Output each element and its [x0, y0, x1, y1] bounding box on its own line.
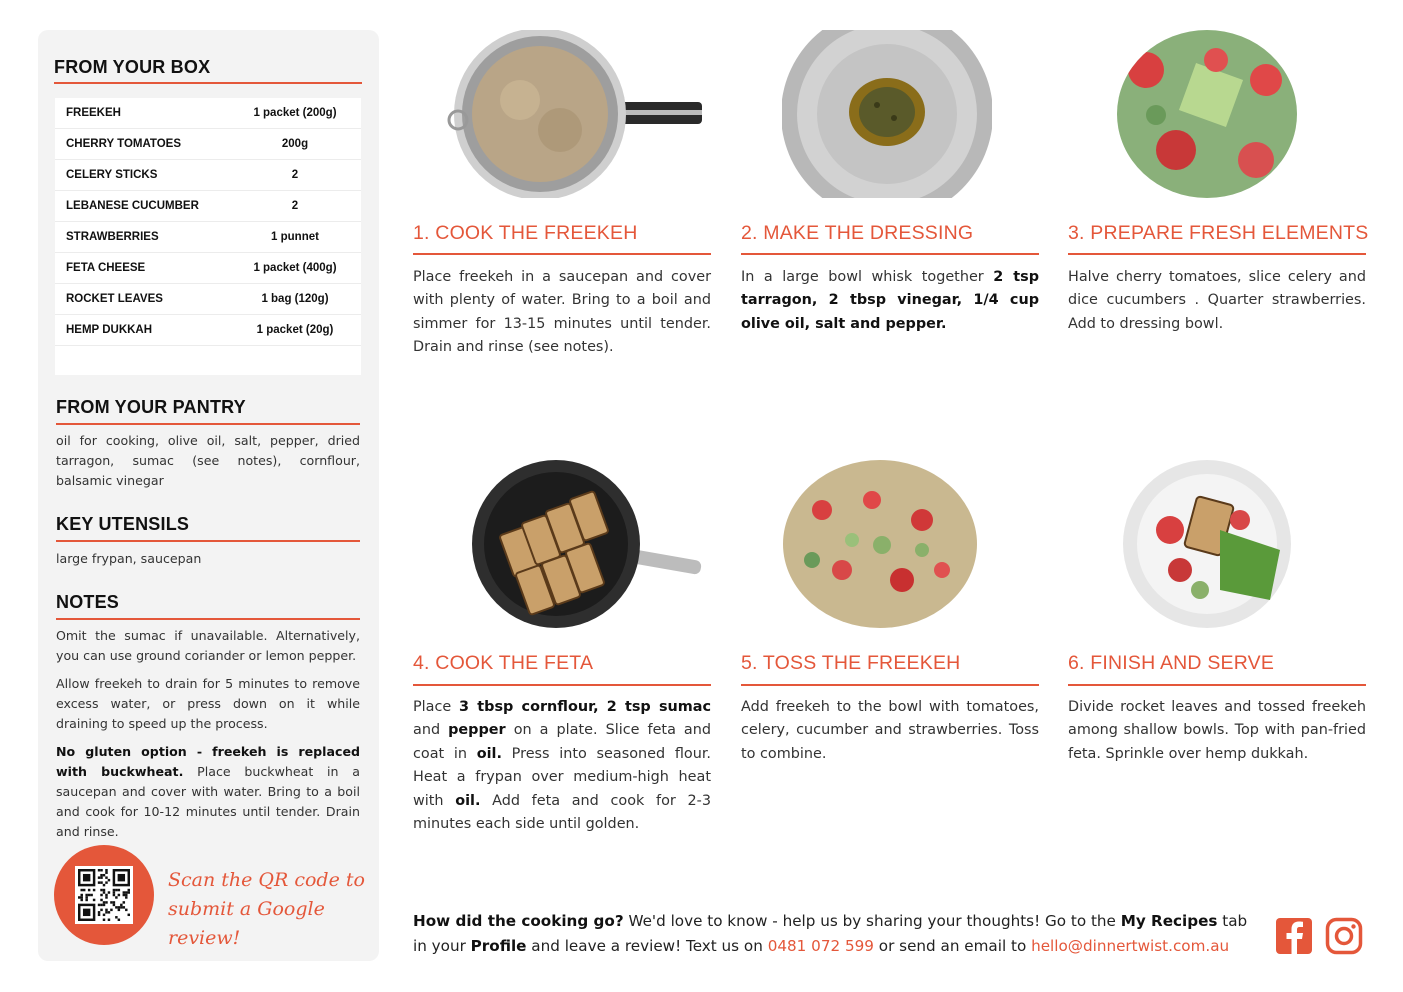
- step-1-instructions: [413, 266, 711, 360]
- ingredient-name: LEBANESE CUCUMBER: [66, 200, 199, 212]
- instruction-text: In a large bowl whisk together: [741, 269, 994, 285]
- divider: [54, 82, 362, 84]
- step-2-instructions: [741, 266, 1039, 336]
- step-divider: [1068, 684, 1366, 686]
- instruction-emphasis: oil.: [455, 792, 481, 809]
- ingredient-quantity: 200g: [281, 138, 309, 150]
- instruction-emphasis: oil.: [476, 745, 502, 762]
- instruction-text: Halve cherry tomatoes, slice celery and dice cucumbers . Quarter strawberries. Add to dressing bowl.: [1068, 269, 1366, 332]
- step-3-instructions: [1068, 266, 1366, 336]
- step-divider: [1068, 253, 1366, 255]
- qr-code-icon[interactable]: [75, 866, 133, 924]
- step-divider: [741, 253, 1039, 255]
- review-text: and leave a review! Text us on: [526, 937, 768, 955]
- ingredient-row: [55, 98, 361, 129]
- qr-call-to-action: [168, 866, 368, 953]
- ingredient-name: FETA CHEESE: [66, 262, 146, 274]
- ingredients-sidebar: [38, 30, 379, 961]
- ingredient-name: CELERY STICKS: [66, 169, 158, 181]
- step-5-photo: [782, 460, 978, 628]
- ingredient-row: [55, 315, 361, 346]
- step-divider: [413, 253, 711, 255]
- ingredient-name: CHERRY TOMATOES: [66, 138, 182, 150]
- step-6-title: 6. FINISH AND SERVE: [1068, 652, 1275, 674]
- from-your-box-title: FROM YOUR BOX: [54, 57, 211, 77]
- ingredient-quantity: 2: [291, 200, 299, 212]
- instagram-icon[interactable]: [1325, 917, 1363, 955]
- instruction-text: Place: [413, 699, 460, 715]
- qr-line-1: Scan the QR code to: [168, 869, 365, 891]
- ingredient-row: [55, 253, 361, 284]
- note-gluten-rest: Place buckwheat in a saucepan and cover with water. Bring to a boil and cook for 10-12 minutes until tender. Drain and rinse.: [56, 764, 360, 839]
- key-utensils-title: KEY UTENSILS: [56, 514, 190, 534]
- ingredient-name: HEMP DUKKAH: [66, 324, 153, 336]
- my-recipes-label: My Recipes: [1120, 912, 1218, 930]
- instruction-emphasis: 3 tbsp cornflour, 2 tsp sumac: [459, 699, 711, 715]
- step-4-photo: [466, 460, 702, 628]
- step-4-title: 4. COOK THE FETA: [413, 652, 594, 674]
- ingredient-name: STRAWBERRIES: [66, 231, 159, 243]
- review-text: or send an email to: [873, 937, 1032, 955]
- step-4-instructions: [413, 696, 711, 836]
- instruction-text: on a plate. Slice feta and coat in: [413, 722, 711, 762]
- review-question: How did the cooking go?: [413, 912, 624, 930]
- ingredient-quantity: 1 packet (400g): [253, 262, 337, 274]
- step-divider: [413, 684, 711, 686]
- instruction-text: Press into seasoned flour. Heat a frypan over medium-high heat with: [413, 745, 711, 809]
- email-link[interactable]: hello@dinnertwist.com.au: [1031, 937, 1230, 955]
- instruction-emphasis: 2 tsp tarragon, 2 tbsp vinegar, 1/4 cup olive oil, salt and pepper.: [741, 269, 1039, 332]
- ingredient-row: [55, 222, 361, 253]
- instruction-emphasis: pepper: [448, 722, 506, 739]
- step-divider: [741, 684, 1039, 686]
- ingredient-quantity: 1 packet (20g): [256, 324, 334, 336]
- ingredient-quantity: 1 packet (200g): [253, 107, 337, 119]
- utensils-text: large frypan, saucepan: [56, 551, 202, 566]
- notes-title: NOTES: [56, 592, 120, 612]
- ingredient-row: [55, 191, 361, 222]
- profile-label: Profile: [470, 937, 527, 955]
- review-prompt: [413, 909, 1253, 959]
- ingredient-row: [55, 284, 361, 315]
- note-gluten-bold: No gluten option - freekeh is replaced with buckwheat.: [56, 744, 360, 779]
- instruction-text: and: [413, 722, 449, 739]
- step-3-photo: [1116, 30, 1298, 198]
- step-6-photo: [1120, 460, 1294, 628]
- step-5-instructions: [741, 696, 1039, 766]
- step-6-instructions: [1068, 696, 1366, 766]
- ingredient-name: FREEKEH: [66, 107, 121, 119]
- phone-link[interactable]: 0481 072 599: [767, 937, 874, 955]
- ingredient-row: [55, 160, 361, 191]
- ingredients-table: [55, 98, 361, 375]
- note-draining: Allow freekeh to drain for 5 minutes to remove excess water, or press down on it while draining to speed up the process.: [56, 676, 360, 731]
- divider: [56, 423, 360, 425]
- qr-badge[interactable]: [54, 845, 154, 945]
- divider: [56, 618, 360, 620]
- ingredient-name: ROCKET LEAVES: [66, 293, 163, 305]
- step-2-title: 2. MAKE THE DRESSING: [741, 222, 974, 244]
- ingredient-row: [55, 129, 361, 160]
- step-5-title: 5. TOSS THE FREEKEH: [741, 652, 961, 674]
- instruction-text: Place freekeh in a saucepan and cover with plenty of water. Bring to a boil and simmer for 13-15 minutes until tender. Drain and rinse (see notes).: [413, 269, 711, 356]
- from-your-pantry-title: FROM YOUR PANTRY: [56, 397, 246, 417]
- instruction-text: Add freekeh to the bowl with tomatoes, celery, cucumber and strawberries. Toss to combine.: [741, 699, 1039, 762]
- ingredient-quantity: 2: [291, 169, 299, 181]
- ingredient-quantity: 1 punnet: [271, 231, 319, 243]
- facebook-icon[interactable]: [1275, 917, 1313, 955]
- note-sumac: Omit the sumac if unavailable. Alternatively, you can use ground coriander or lemon pepper.: [56, 628, 360, 663]
- note-gluten: [56, 742, 360, 842]
- step-1-photo: [440, 30, 702, 198]
- pantry-text: oil for cooking, olive oil, salt, pepper, dried tarragon, sumac (see notes), cornflour, balsamic vinegar: [56, 433, 360, 488]
- review-text: We'd love to know - help us by sharing your thoughts! Go to the: [623, 912, 1121, 930]
- step-2-photo: [782, 30, 992, 198]
- notes-text: [56, 626, 360, 850]
- ingredient-quantity: 1 bag (120g): [261, 293, 329, 305]
- divider: [56, 540, 360, 542]
- instruction-text: Divide rocket leaves and tossed freekeh among shallow bowls. Top with pan-fried feta. Sprinkle over hemp dukkah.: [1068, 699, 1366, 762]
- qr-line-2: submit a Google review!: [168, 898, 325, 949]
- step-3-title: 3. PREPARE FRESH ELEMENTS: [1068, 222, 1369, 244]
- step-1-title: 1. COOK THE FREEKEH: [413, 222, 638, 244]
- review-text: tab in your: [413, 912, 1248, 955]
- instruction-text: Add feta and cook for 2-3 minutes each side until golden.: [413, 792, 711, 833]
